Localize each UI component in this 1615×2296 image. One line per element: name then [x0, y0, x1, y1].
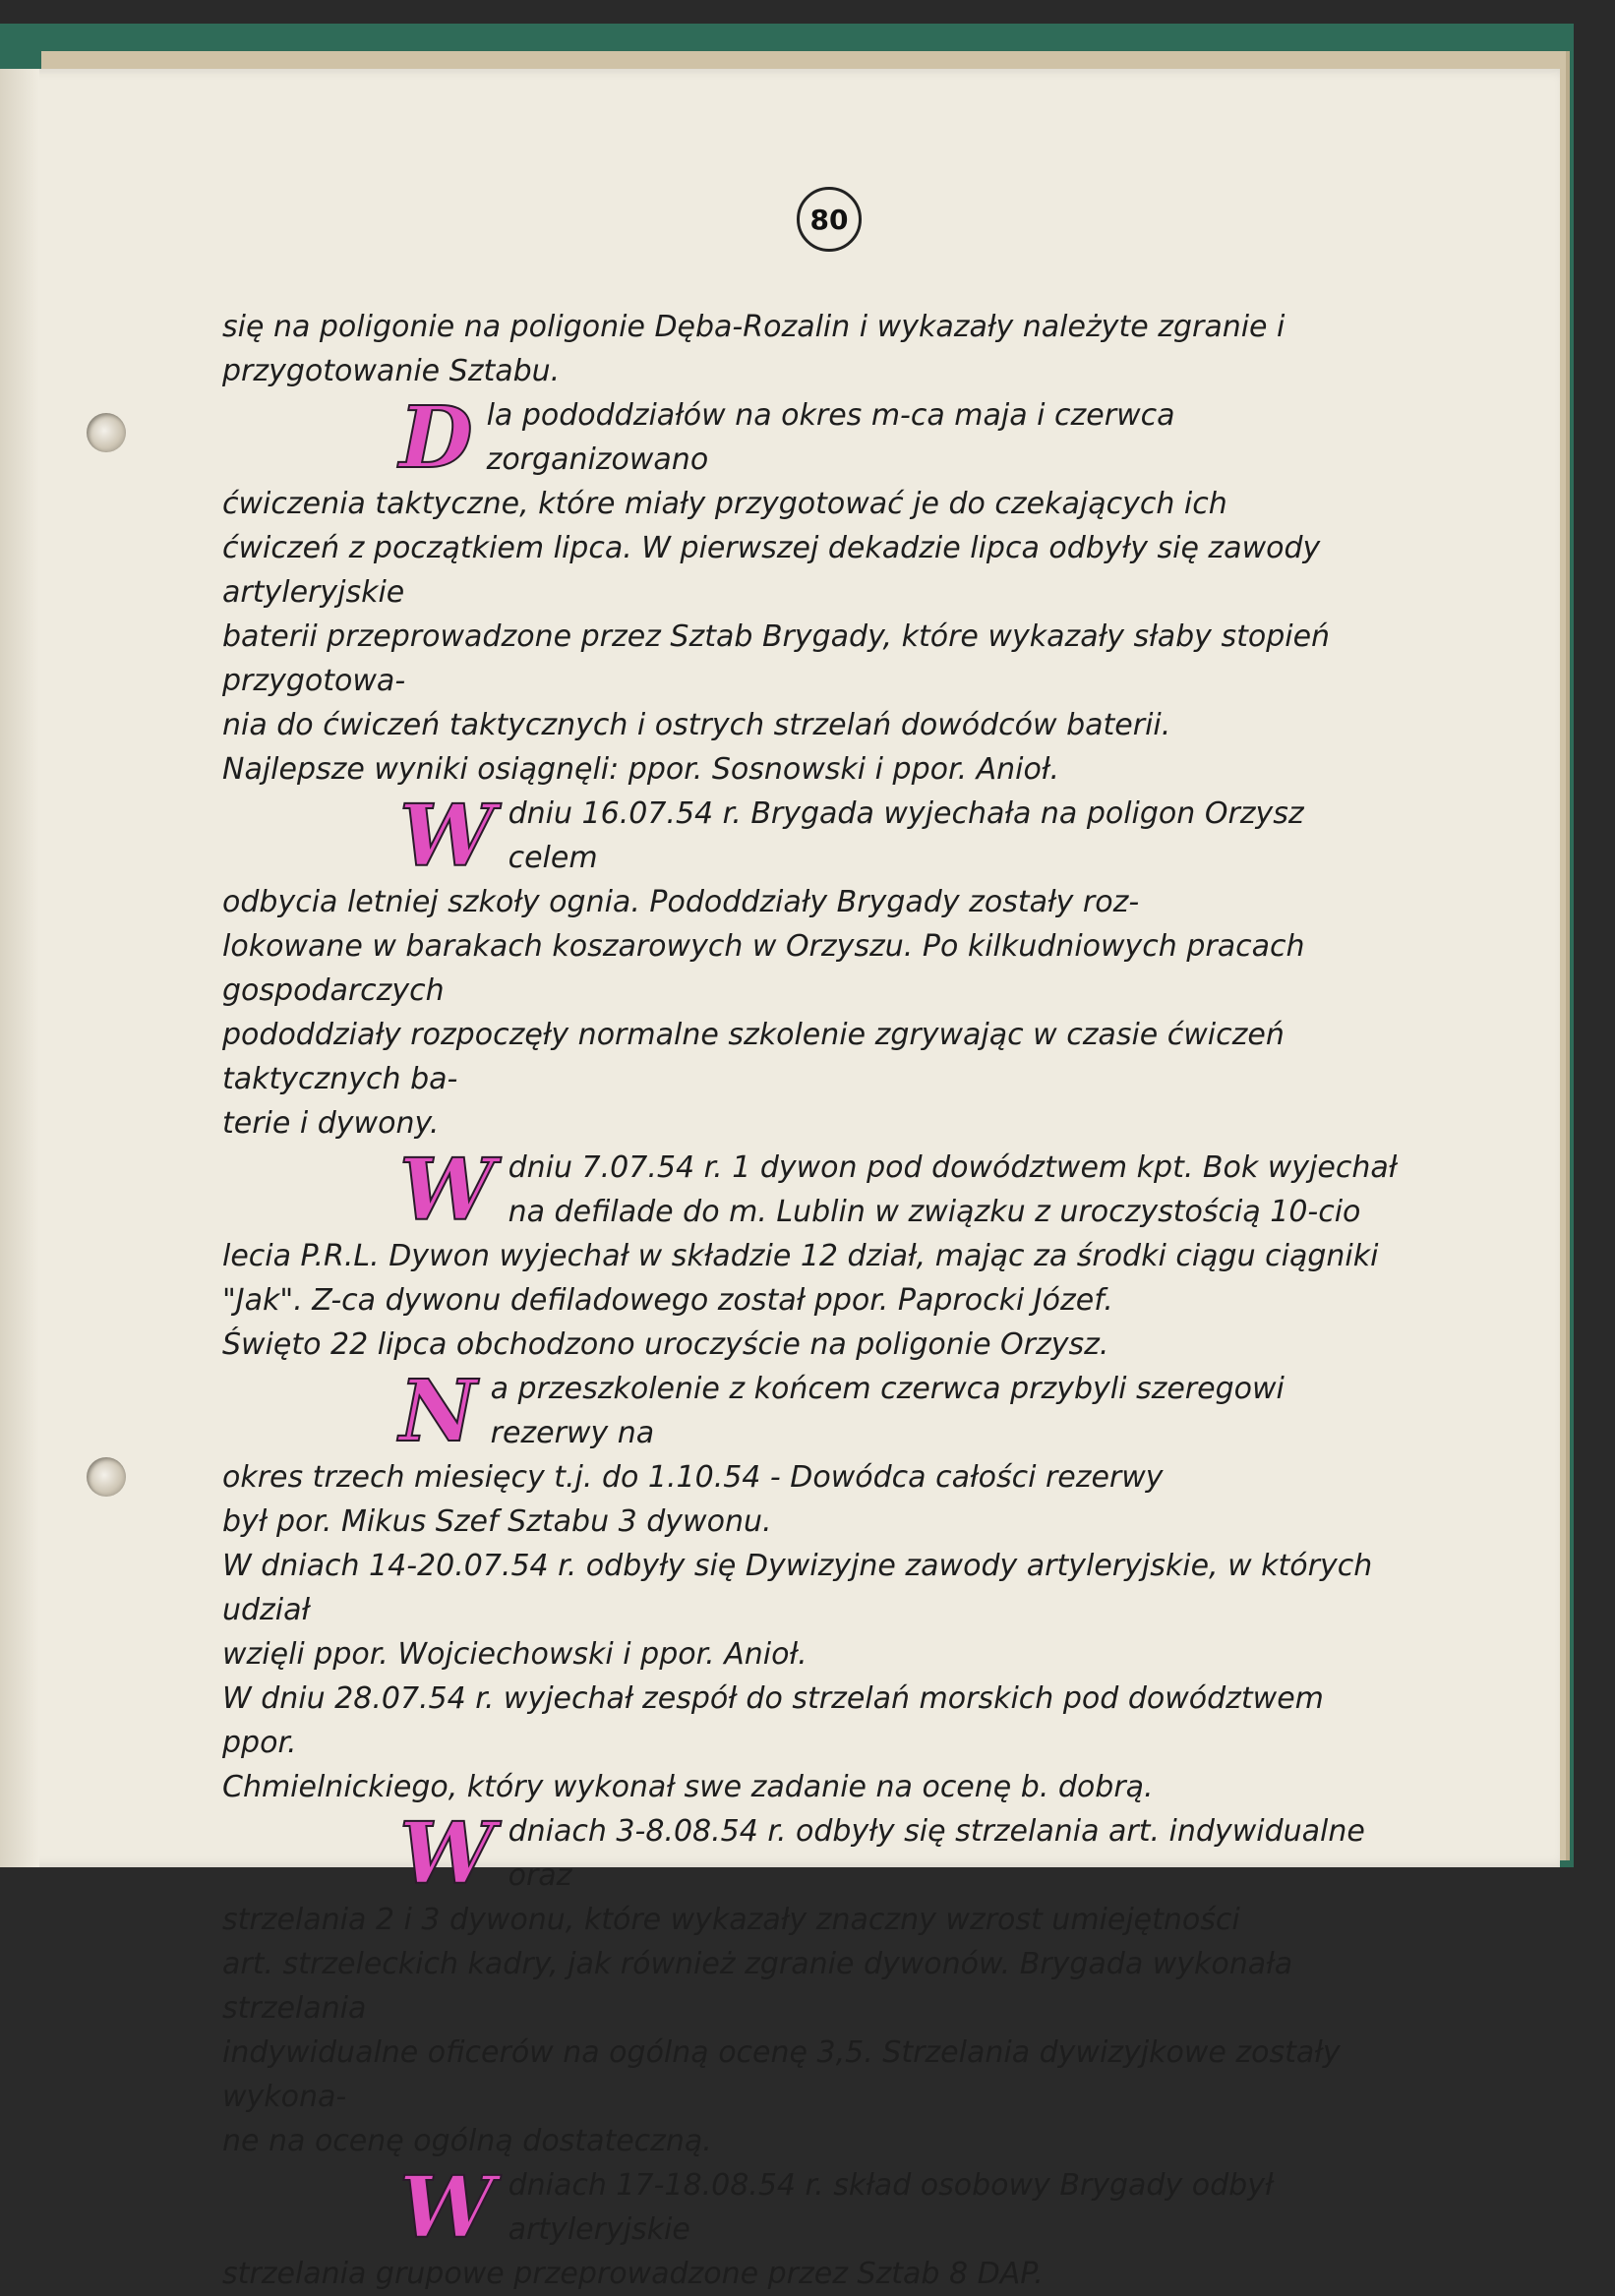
punch-hole-top: [87, 413, 126, 452]
paragraph-6: [222, 2158, 1403, 2296]
paragraph-1: [222, 388, 1403, 792]
text-line: wzięli ppor. Wojciechowski i ppor. Anioł.: [222, 1637, 808, 1672]
paragraph-2: [222, 787, 1403, 1146]
text-line: ćwiczeń z początkiem lipca. W pierwszej dekadzie lipca odbyły się zawody artyleryjskie: [222, 531, 1321, 610]
text-line: się na poligonie na poligonie Dęba-Rozalin i wykazały należyte zgranie i przygotowanie Sztabu.: [222, 310, 1286, 388]
decorative-initial: N: [399, 1362, 477, 1461]
text-line: ne na ocenę ogólną dostateczną.: [222, 2124, 712, 2158]
text-line: strzelania grupowe przeprowadzone przez Sztab 8 DAP.: [222, 2257, 1044, 2291]
handwritten-text: [222, 305, 1403, 2296]
decorative-initial: W: [399, 787, 495, 886]
decorative-initial: D: [399, 388, 473, 488]
text-line: la pododdziałów na okres m-ca maja i czerwca zorganizowano: [486, 398, 1175, 477]
text-line: baterii przeprowadzone przez Sztab Brygady, które wykazały słaby stopień przygotowa-: [222, 619, 1331, 698]
text-line: strzelania 2 i 3 dywonu, które wykazały znaczny wzrost umiejętności: [222, 1903, 1240, 1937]
text-line: dniu 16.07.54 r. Brygada wyjechała na poligon Orzysz celem: [508, 796, 1304, 875]
page-number-label: 80: [809, 203, 849, 236]
text-line: "Jak". Z-ca dywonu defiladowego został ppor. Paprocki Józef.: [222, 1283, 1113, 1318]
text-line: art. strzeleckich kadry, jak również zgranie dywonów. Brygada wykonała strzelania: [222, 1947, 1293, 2026]
text-line: dniu 7.07.54 r. 1 dywon pod dowództwem kpt. Bok wyjechał: [508, 1150, 1398, 1185]
text-line: indywidualne oficerów na ogólną ocenę 3,5. Strzelania dywizyjkowe zostały wykona-: [222, 2035, 1341, 2114]
text-line: pododdziały rozpoczęły normalne szkolenie zgrywając w czasie ćwiczeń taktycznych ba-: [222, 1018, 1285, 1096]
text-line: był por. Mikus Szef Sztabu 3 dywonu.: [222, 1504, 772, 1539]
text-line: Najlepsze wyniki osiągnęli: ppor. Sosnowski i ppor. Anioł.: [222, 752, 1060, 787]
text-line: Święto 22 lipca obchodzono uroczyście na poligonie Orzysz.: [222, 1327, 1109, 1362]
text-line: Chmielnickiego, który wykonał swe zadanie na ocenę b. dobrą.: [222, 1770, 1154, 1804]
text-line: lecia P.R.L. Dywon wyjechał w składzie 12 dział, mając za środki ciągu ciągniki: [222, 1239, 1379, 1273]
text-line: lokowane w barakach koszarowych w Orzyszu. Po kilkudniowych pracach gospodarczych: [222, 929, 1305, 1008]
text-line: dniach 3-8.08.54 r. odbyły się strzelania art. indywidualne oraz: [508, 1814, 1365, 1893]
decorative-initial: W: [399, 1804, 495, 1904]
paragraph-4: [222, 1362, 1403, 1809]
page-binding-fold: [0, 69, 39, 1867]
text-line: W dniu 28.07.54 r. wyjechał zespół do strzelań morskich pod dowództwem ppor.: [222, 1681, 1324, 1760]
text-line: okres trzech miesięcy t.j. do 1.10.54 - Dowódca całości rezerwy: [222, 1460, 1164, 1495]
decorative-initial: W: [399, 2158, 495, 2258]
decorative-initial: W: [399, 1141, 495, 1240]
text-line: dniach 17-18.08.54 r. skład osobowy Brygady odbył artyleryjskie: [508, 2168, 1274, 2247]
page-number: [797, 187, 862, 252]
text-line: a przeszkolenie z końcem czerwca przybyli szeregowi rezerwy na: [490, 1372, 1285, 1450]
text-line: W dniach 14-20.07.54 r. odbyły się Dywizyjne zawody artyleryjskie, w których udział: [222, 1549, 1373, 1627]
text-line: terie i dywony.: [222, 1106, 440, 1141]
text-line: ćwiczenia taktyczne, które miały przygotować je do czekających ich: [222, 487, 1227, 521]
text-line: nia do ćwiczeń taktycznych i ostrych strzelań dowódców baterii.: [222, 708, 1171, 742]
paragraph-5: [222, 1804, 1403, 2163]
text-line: na defilade do m. Lublin w związku z uroczystością 10-cio: [508, 1195, 1361, 1229]
paragraph-3: [222, 1141, 1403, 1367]
text-line: odbycia letniej szkoły ognia. Pododdziały Brygady zostały roz-: [222, 885, 1140, 919]
punch-hole-bottom: [87, 1457, 126, 1497]
intro-paragraph: [222, 305, 1403, 393]
